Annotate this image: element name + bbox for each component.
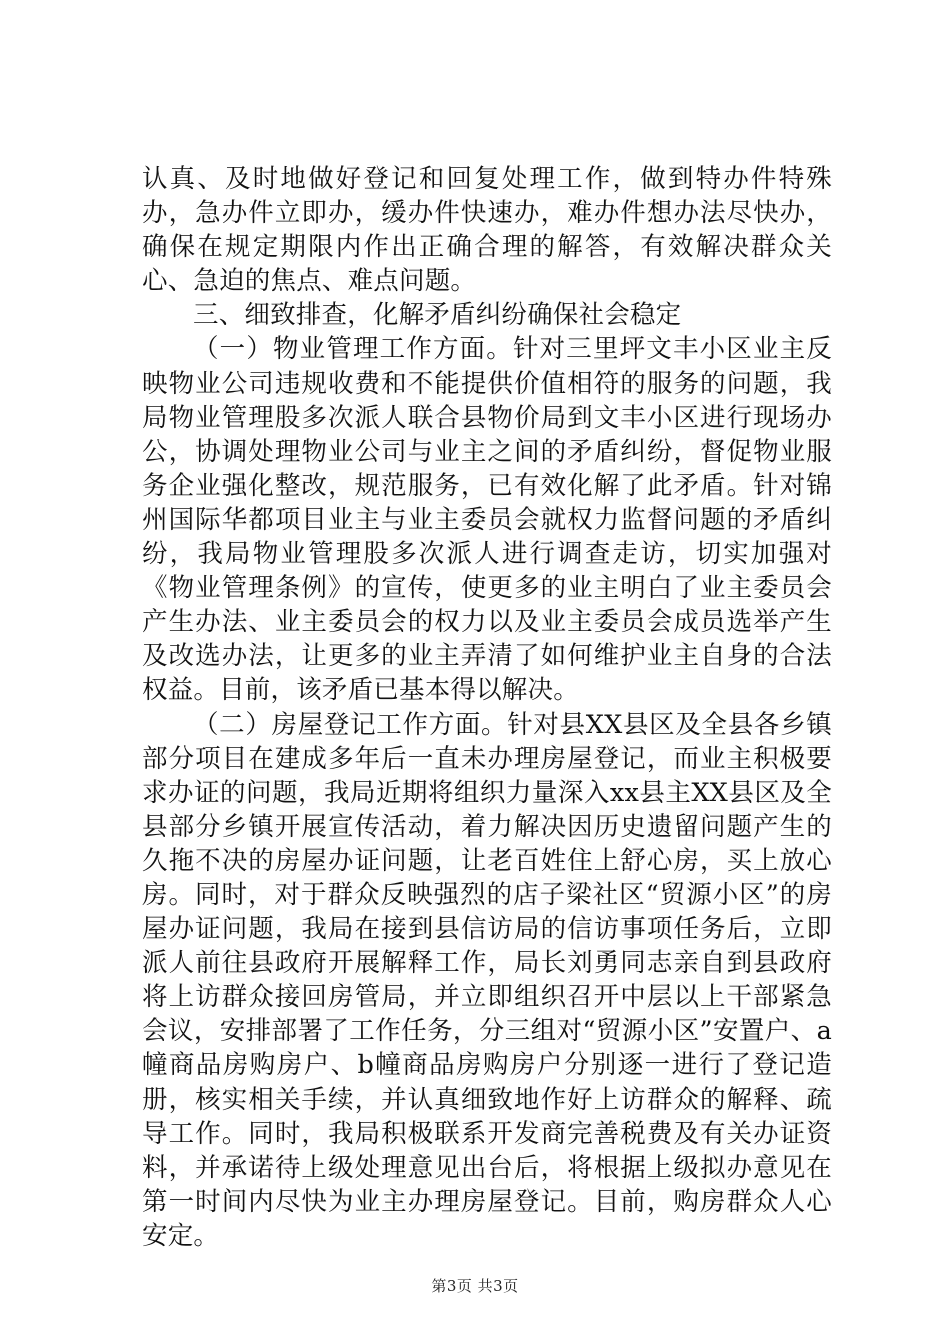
paragraph-housing-registration: （二）房屋登记工作方面。针对县XX县区及全县各乡镇部分项目在建成多年后一直未办理房屋登记，而业主积极要求办证的问题，我局近期将组织力量深入xx县主XX县区及全县部分乡镇开展宣传活动，着力解决因历史遗留问题产生的久拖不决的房屋办证问题，让老百姓住上舒心房，买上放心房。同时，对于群众反映强烈的店子梁社区“贸源小区”的房屋办证问题，我局在接到县信访局的信访事项任务后，立即派人前往县政府开展解释工作，局长刘勇同志亲自到县政府将上访群众接回房管局，并立即组织召开中层以上干部紧急会议，安排部署了工作任务，分三组对“贸源小区”安置户、a幢商品房购房户、b幢商品房购房户分别逐一进行了登记造册，核实相关手续，并认真细致地作好上访群众的解释、疏导工作。同时，我局积极联系开发商完善税费及有关办证资料，并承诺待上级处理意见出台后，将根据上级拟办意见在第一时间内尽快为业主办理房屋登记。目前，购房群众人心安定。: [142, 709, 832, 1251]
paragraph-continuation: 认真、及时地做好登记和回复处理工作，做到特办件特殊办，急办件立即办，缓办件快速办，难办件想办法尽快办，确保在规定期限内作出正确合理的解答，有效解决群众关心、急迫的焦点、难点问题。: [142, 164, 832, 297]
page-footer: 第3页 共3页: [431, 1277, 519, 1295]
paragraph-property-management: （一）物业管理工作方面。针对三里坪文丰小区业主反映物业公司违规收费和不能提供价值相符的服务的问题，我局物业管理股多次派人联合县物价局到文丰小区进行现场办公，协调处理物业公司与业主之间的矛盾纠纷，督促物业服务企业强化整改，规范服务，已有效化解了此矛盾。针对锦州国际华都项目业主与业主委员会就权力监督问题的矛盾纠纷，我局物业管理股多次派人进行调查走访，切实加强对《物业管理条例》的宣传，使更多的业主明白了业主委员会产生办法、业主委员会的权力以及业主委员会成员选举产生及改选办法，让更多的业主弄清了如何维护业主自身的合法权益。目前，该矛盾已基本得以解决。: [142, 334, 832, 706]
section-heading: 三、细致排查，化解矛盾纠纷确保社会稳定: [193, 300, 682, 331]
document-body: [142, 162, 832, 1253]
